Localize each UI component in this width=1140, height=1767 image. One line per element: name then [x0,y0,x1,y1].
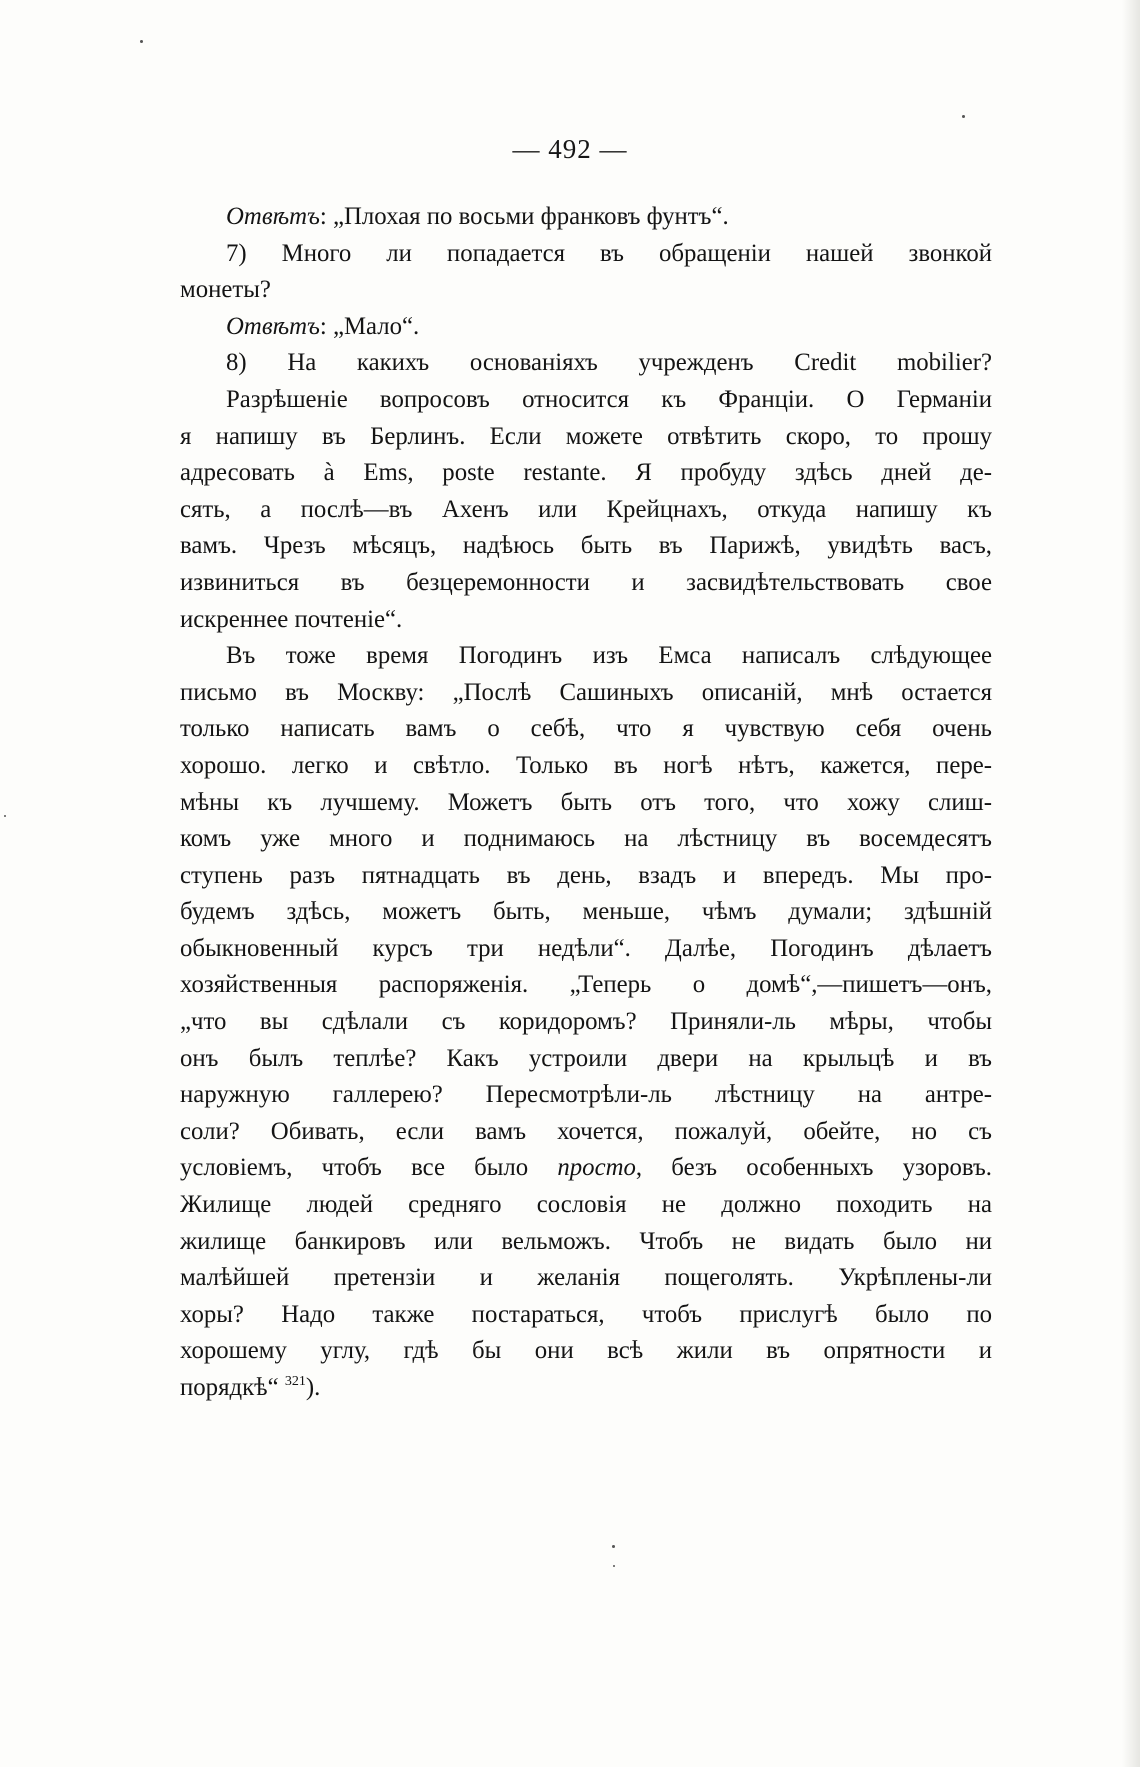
text-line: Разрѣшеніе вопросовъ относится къ Франціи. О Германіи [226,385,992,413]
text-line: сять, а послѣ—въ Ахенъ или Крейцнахъ, откуда напишу къ [180,495,992,523]
text-line [180,1150,992,1187]
text-segment: , безъ особенныхъ узоровъ. [635,1154,992,1182]
text-line: извиниться въ безцеремонности и засвидѣтельствовать свое [180,568,992,596]
text-line: мѣны къ лучшему. Можетъ быть отъ того, что хожу слиш- [180,788,992,816]
text-segment: порядкѣ“ [180,1374,279,1401]
text-line: „что вы сдѣлали съ коридоромъ? Приняли-ль мѣры, чтобы [180,1008,992,1036]
text-line: онъ былъ теплѣе? Какъ устроили двери на крыльцѣ и въ [180,1044,992,1072]
answer-text: : „Мало“. [319,312,420,340]
text-line: вамъ. Чрезъ мѣсяцъ, надѣюсь быть въ Парижѣ, увидѣть васъ, [180,532,992,560]
text-line: хорошо. легко и свѣтло. Только въ ногѣ нѣтъ, кажется, пере- [180,751,992,779]
scan-speck [613,1565,615,1567]
text-line-answer-1 [180,199,992,236]
text-line: искреннее почтеніе“. [180,605,403,633]
text-line: малѣйшей претензіи и желанія пощеголять. Укрѣплены-ли [180,1264,992,1292]
page-number: — 492 — [512,134,628,164]
answer-text: : „Плохая по восьми франковъ фунтъ“. [319,203,729,230]
scan-speck [140,40,143,43]
page-text [180,199,992,1407]
text-line: будемъ здѣсь, можетъ быть, меньше, чѣмъ думали; здѣшній [180,898,992,926]
text-line: хоры? Надо также постараться, чтобъ прислугѣ было по [180,1300,992,1328]
text-line: соли? Обивать, если вамъ хочется, пожалуй, обейте, но съ [180,1117,992,1145]
scan-speck [4,815,6,817]
scan-speck [612,1545,615,1548]
text-line: обыкновенный курсъ три недѣли“. Далѣе, Погодинъ дѣлаетъ [180,934,992,962]
footnote-marker: 321 [284,1374,306,1389]
text-segment: ). [305,1374,321,1401]
text-line: монеты? [180,276,271,304]
text-line: адресовать à Ems, poste restante. Я пробуду здѣсь дней де- [180,459,992,487]
text-line: ступень разъ пятнадцать въ день, взадъ и впередъ. Мы про- [180,861,992,889]
text-line: Въ тоже время Погодинъ изъ Емса написалъ слѣдующее [226,642,992,670]
answer-label: Отвѣтъ [226,312,320,340]
text-line: Жилище людей средняго сословія не должно походить на [180,1191,992,1219]
text-line: комъ уже много и поднимаюсь на лѣстницу въ восемдесятъ [180,825,992,853]
text-line: письмо въ Москву: „Послѣ Сашиныхъ описаній, мнѣ остается [180,678,992,706]
text-line-final [180,1370,992,1407]
text-line: хорошему углу, гдѣ бы они всѣ жили въ опрятности и [180,1337,992,1365]
emphasized-word: просто [557,1154,636,1182]
text-line: я напишу въ Берлинъ. Если можете отвѣтить скоро, то прошу [180,422,992,450]
text-line: жилище банкировъ или вельможъ. Чтобъ не видать было ни [180,1227,992,1255]
text-segment: условіемъ, чтобъ все было [180,1154,558,1182]
text-line: только написать вамъ о себѣ, что я чувствую себя очень [180,715,992,743]
text-line: наружную галлерею? Пересмотрѣли-ль лѣстницу на антре- [180,1081,992,1109]
scan-speck [962,115,965,118]
text-line-answer-2 [180,309,992,346]
text-line-question-8: 8) На какихъ основаніяхъ учрежденъ Credit mobilier? [226,349,992,377]
answer-label: Отвѣтъ [226,203,320,230]
page-edge-shadow [1122,0,1140,1767]
text-line-question-7: 7) Много ли попадается въ обращеніи нашей звонкой [226,239,992,267]
text-line: хозяйственныя распоряженія. „Теперь о домѣ“,—пишетъ—онъ, [180,971,992,999]
